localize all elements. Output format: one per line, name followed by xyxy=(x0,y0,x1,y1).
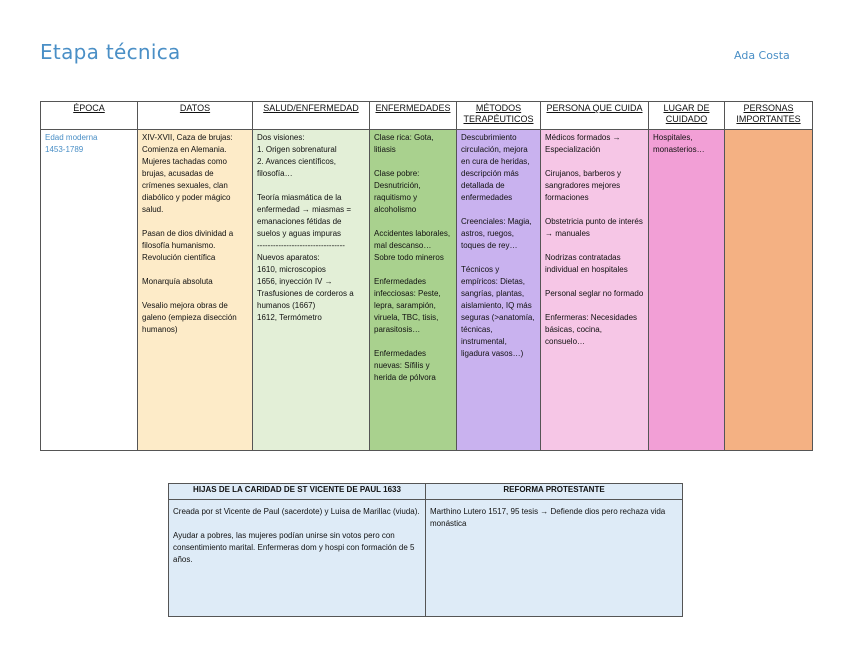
col-header-epoca: ÉPOCA xyxy=(41,102,138,130)
cell-lugar xyxy=(649,130,725,451)
cell-salud xyxy=(253,130,370,451)
sub-table-row xyxy=(169,500,683,617)
cell-line: Personal seglar no formado xyxy=(545,289,644,298)
cell-line: Creada por st Vicente de Paul (sacerdote) y Luisa de Marillac (viuda). xyxy=(173,507,420,516)
col-header-metodos: MÉTODOS TERAPÉUTICOS xyxy=(457,102,541,130)
cell-line xyxy=(374,216,452,228)
cell-line: Enfermedades nuevas: Sífilis y herida de pólvora xyxy=(374,349,436,382)
cell-line: Edad moderna xyxy=(45,133,98,142)
col-header-enfermedades: ENFERMEDADES xyxy=(370,102,457,130)
cell-line: Clase pobre: Desnutrición, raquitismo y alcoholismo xyxy=(374,169,423,214)
cell-line: Creenciales: Magia, astros, ruegos, toques de rey… xyxy=(461,217,534,250)
cell-line: Teoría miasmática de la enfermedad → miasmas = emanaciones fétidas de suelos y aguas impuras xyxy=(257,193,354,238)
cell-line xyxy=(142,216,248,228)
cell-line: Descubrimiento circulación, mejora en cura de heridas, descripción más detallada de enfermedades xyxy=(461,133,532,202)
sub-cell-reforma xyxy=(426,500,683,617)
cell-line xyxy=(142,288,248,300)
cell-metodos xyxy=(457,130,541,451)
cell-line: 1453-1789 xyxy=(45,145,84,154)
col-header-salud: SALUD/ENFERMEDAD xyxy=(253,102,370,130)
cell-line: Pasan de dios divinidad a filosofía humanismo. xyxy=(142,229,236,250)
sub-header-reforma: REFORMA PROTESTANTE xyxy=(426,484,683,500)
cell-line: 1610, microscopios xyxy=(257,265,326,274)
cell-line: Médicos formados → Especialización xyxy=(545,133,623,154)
cell-line: Ayudar a pobres, las mujeres podían unirse sin votos pero con consentimiento marital. Enfermeras dom y hospi con formación de 5 años. xyxy=(173,531,417,564)
cell-line: 1612, Termómetro xyxy=(257,313,322,322)
cell-line: Nodrizas contratadas individual en hospitales xyxy=(545,253,628,274)
cell-line xyxy=(173,518,421,530)
main-table-row xyxy=(41,130,813,451)
cell-line: Revolución científica xyxy=(142,253,216,262)
page-title: Etapa técnica xyxy=(40,40,181,64)
cell-line xyxy=(461,204,536,216)
cell-line xyxy=(142,264,248,276)
cell-line: Monarquía absoluta xyxy=(142,277,213,286)
cell-line xyxy=(257,180,365,192)
cell-personas xyxy=(725,130,813,451)
sub-header-hijas: HIJAS DE LA CARIDAD DE ST VICENTE DE PAUL 1633 xyxy=(169,484,426,500)
cell-datos xyxy=(138,130,253,451)
sub-table-header-row xyxy=(169,484,683,500)
col-header-persona: PERSONA QUE CUIDA xyxy=(541,102,649,130)
sub-cell-hijas xyxy=(169,500,426,617)
cell-line xyxy=(461,252,536,264)
cell-line xyxy=(545,300,644,312)
cell-line: 1. Origen sobrenatural xyxy=(257,145,337,154)
cell-line: Accidentes laborales, mal descanso…Sobre todo mineros xyxy=(374,229,453,262)
main-table-header-row xyxy=(41,102,813,130)
cell-line: Dos visiones: xyxy=(257,133,305,142)
cell-line: Enfermeras: Necesidades básicas, cocina, consuelo… xyxy=(545,313,640,346)
cell-line: Trasfusiones de corderos a humanos (1667) xyxy=(257,289,356,310)
cell-line xyxy=(545,204,644,216)
col-header-personas: PERSONAS IMPORTANTES xyxy=(725,102,813,130)
cell-line: Hospitales, monasterios… xyxy=(653,133,705,154)
cell-line: Vesalio mejora obras de galeno (empieza disección humanos) xyxy=(142,301,239,334)
cell-line xyxy=(374,336,452,348)
col-header-datos: DATOS xyxy=(138,102,253,130)
main-table xyxy=(40,101,813,451)
cell-line: Enfermedades infecciosas: Peste, lepra, sarampión, viruela, TBC, tisis, parasitosis… xyxy=(374,277,443,334)
cell-epoca xyxy=(41,130,138,451)
cell-line xyxy=(545,156,644,168)
cell-line xyxy=(374,156,452,168)
cell-line xyxy=(545,276,644,288)
cell-line: 1656, inyección IV → xyxy=(257,277,333,286)
cell-line: Cirujanos, barberos y sangradores mejores formaciones xyxy=(545,169,624,202)
cell-line xyxy=(545,240,644,252)
cell-line: Clase rica: Gota, litiasis xyxy=(374,133,436,154)
cell-line: --------------------------------- xyxy=(257,241,345,250)
cell-line xyxy=(374,264,452,276)
cell-line: XIV-XVII, Caza de brujas: Comienza en Alemania. Mujeres tachadas como brujas, acusadas de crímenes sexuales, clan diabólico y poder mágico salud. xyxy=(142,133,235,214)
cell-enfermedades xyxy=(370,130,457,451)
cell-line: 2. Avances científicos, filosofía… xyxy=(257,157,339,178)
col-header-lugar: LUGAR DE CUIDADO xyxy=(649,102,725,130)
cell-line: Obstetricia punto de interés → manuales xyxy=(545,217,646,238)
cell-line: Técnicos y empíricos: Dietas, sangrías, plantas, aislamiento, IQ más seguras (>anatomía, técnicas, instrumental, ligadura vasos…) xyxy=(461,265,537,358)
cell-persona xyxy=(541,130,649,451)
author-name: Ada Costa xyxy=(734,49,790,62)
cell-line: Marthino Lutero 1517, 95 tesis → Defiende dios pero rechaza vida monástica xyxy=(430,507,668,528)
sub-table xyxy=(168,483,683,617)
cell-line: Nuevos aparatos: xyxy=(257,253,320,262)
